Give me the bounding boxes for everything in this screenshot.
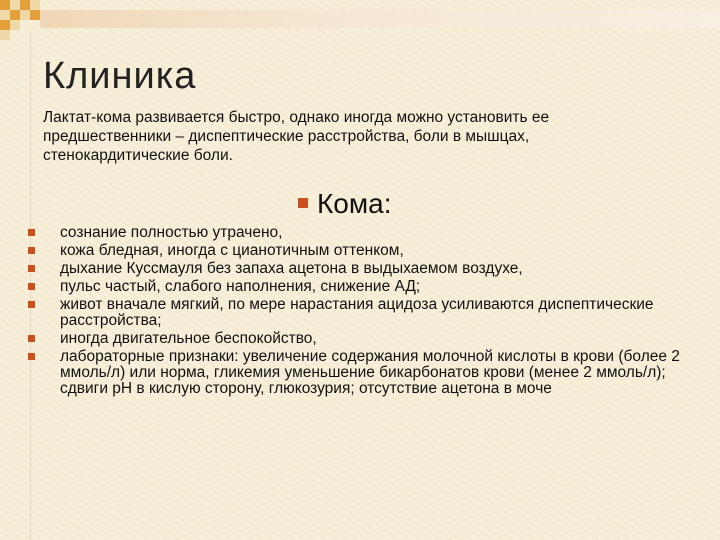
list-item	[28, 297, 708, 329]
square-bullet-icon	[28, 301, 35, 308]
list-item	[28, 331, 708, 347]
subheading-text: Кома:	[317, 188, 392, 219]
list-item	[28, 243, 708, 259]
square-bullet-icon	[298, 198, 308, 208]
slide-title: Клиника	[43, 55, 197, 97]
list-item-text: дыхание Куссмауля без запаха ацетона в выдыхаемом воздухе,	[60, 260, 523, 277]
list-item-text: кожа бледная, иногда с цианотичным оттенком,	[60, 242, 404, 259]
intro-paragraph: Лактат-кома развивается быстро, однако иногда можно установить ее предшественники – диспептические расстройства, боли в мышцах, стенокардитические боли.	[43, 109, 550, 164]
list-item	[28, 279, 708, 295]
list-item-text: иногда двигательное беспокойство,	[60, 330, 317, 347]
square-bullet-icon	[28, 353, 35, 360]
list-item-text: лабораторные признаки: увеличение содержания молочной кислоты в крови (более 2 ммоль/л) или норма, гликемия уменьшение бикарбонатов крови (менее 2 ммоль/л); сдвиги рН в кислую сторону, глюкозурия; отсутствие ацетона в моче	[60, 348, 680, 397]
square-bullet-icon	[28, 265, 35, 272]
top-gradient-bar	[40, 10, 720, 28]
square-bullet-icon	[28, 229, 35, 236]
list-item-text: сознание полностью утрачено,	[60, 224, 283, 241]
square-bullet-icon	[28, 335, 35, 342]
list-item	[28, 225, 708, 241]
list-item-text: пульс частый, слабого наполнения, снижение АД;	[60, 278, 421, 295]
square-bullet-icon	[28, 247, 35, 254]
list-item	[28, 349, 708, 397]
subheading	[298, 188, 391, 220]
symptom-list	[28, 225, 708, 399]
list-item	[28, 261, 708, 277]
list-item-text: живот вначале мягкий, по мере нарастания ацидоза усиливаются диспептические расстройства;	[60, 296, 654, 329]
square-bullet-icon	[28, 283, 35, 290]
